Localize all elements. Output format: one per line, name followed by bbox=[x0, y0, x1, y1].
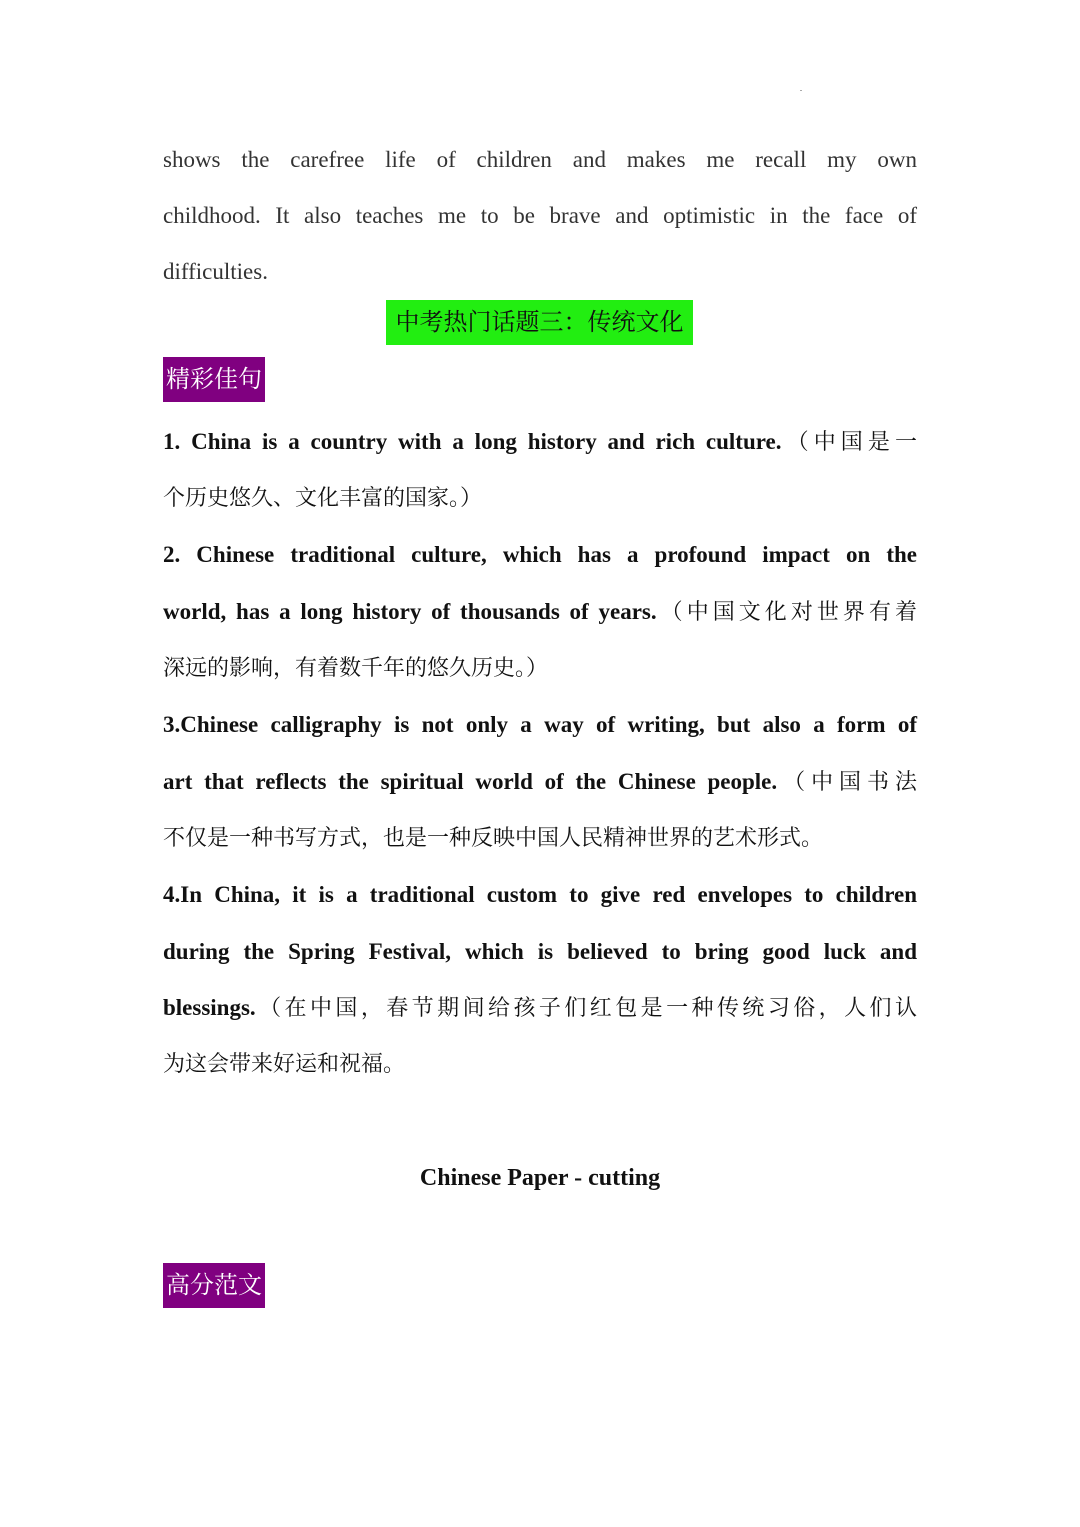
text-line bbox=[163, 1036, 917, 1092]
english-text: world, has a long history of thousands of years. bbox=[163, 599, 657, 624]
text-line: shows the carefree life of children and makes me recall my own bbox=[163, 147, 917, 172]
chinese-text: （中国书法 bbox=[777, 770, 917, 795]
essay-tag: 高分范文 bbox=[163, 1263, 265, 1308]
english-text: 1. China is a country with a long history and rich culture. bbox=[163, 429, 782, 454]
text-line: childhood. It also teaches me to be brave and optimistic in the face of bbox=[163, 203, 917, 228]
text-line bbox=[163, 640, 917, 696]
page-speck bbox=[800, 90, 802, 91]
text-line bbox=[163, 810, 917, 866]
text-line bbox=[163, 414, 917, 470]
chinese-text: 不仅是一种书写方式，也是一种反映中国人民精神世界的艺术形式。 bbox=[163, 826, 824, 851]
sentences-tag: 精彩佳句 bbox=[163, 357, 265, 402]
text-line: 3.Chinese calligraphy is not only a way of writing, but also a form of bbox=[163, 712, 917, 737]
chinese-text: 个历史悠久、文化丰富的国家。） bbox=[163, 486, 483, 511]
text-line: during the Spring Festival, which is believed to bring good luck and bbox=[163, 939, 917, 964]
chinese-text: （中国是一 bbox=[781, 430, 917, 455]
english-text: art that reflects the spiritual world of the Chinese people. bbox=[163, 769, 778, 794]
essay-title: Chinese Paper - cutting bbox=[419, 1165, 661, 1191]
text-line: 4.In China, it is a traditional custom to give red envelopes to children bbox=[163, 882, 917, 907]
text-line bbox=[163, 584, 917, 640]
text-line bbox=[163, 980, 917, 1036]
english-text: blessings. bbox=[163, 995, 256, 1020]
chinese-text: 深远的影响，有着数千年的悠久历史。） bbox=[163, 656, 549, 681]
text-line bbox=[163, 754, 917, 810]
chinese-text: （在中国，春节期间给孩子们红包是一种传统习俗，人们认 bbox=[255, 996, 917, 1021]
text-line: 2. Chinese traditional culture, which has a profound impact on the bbox=[163, 542, 917, 567]
text-line: difficulties. bbox=[163, 259, 268, 284]
topic-heading: 中考热门话题三：传统文化 bbox=[386, 300, 693, 345]
chinese-text: （中国文化对世界有着 bbox=[656, 600, 917, 625]
text-line bbox=[163, 470, 917, 526]
chinese-text: 为这会带来好运和祝福。 bbox=[163, 1052, 406, 1077]
